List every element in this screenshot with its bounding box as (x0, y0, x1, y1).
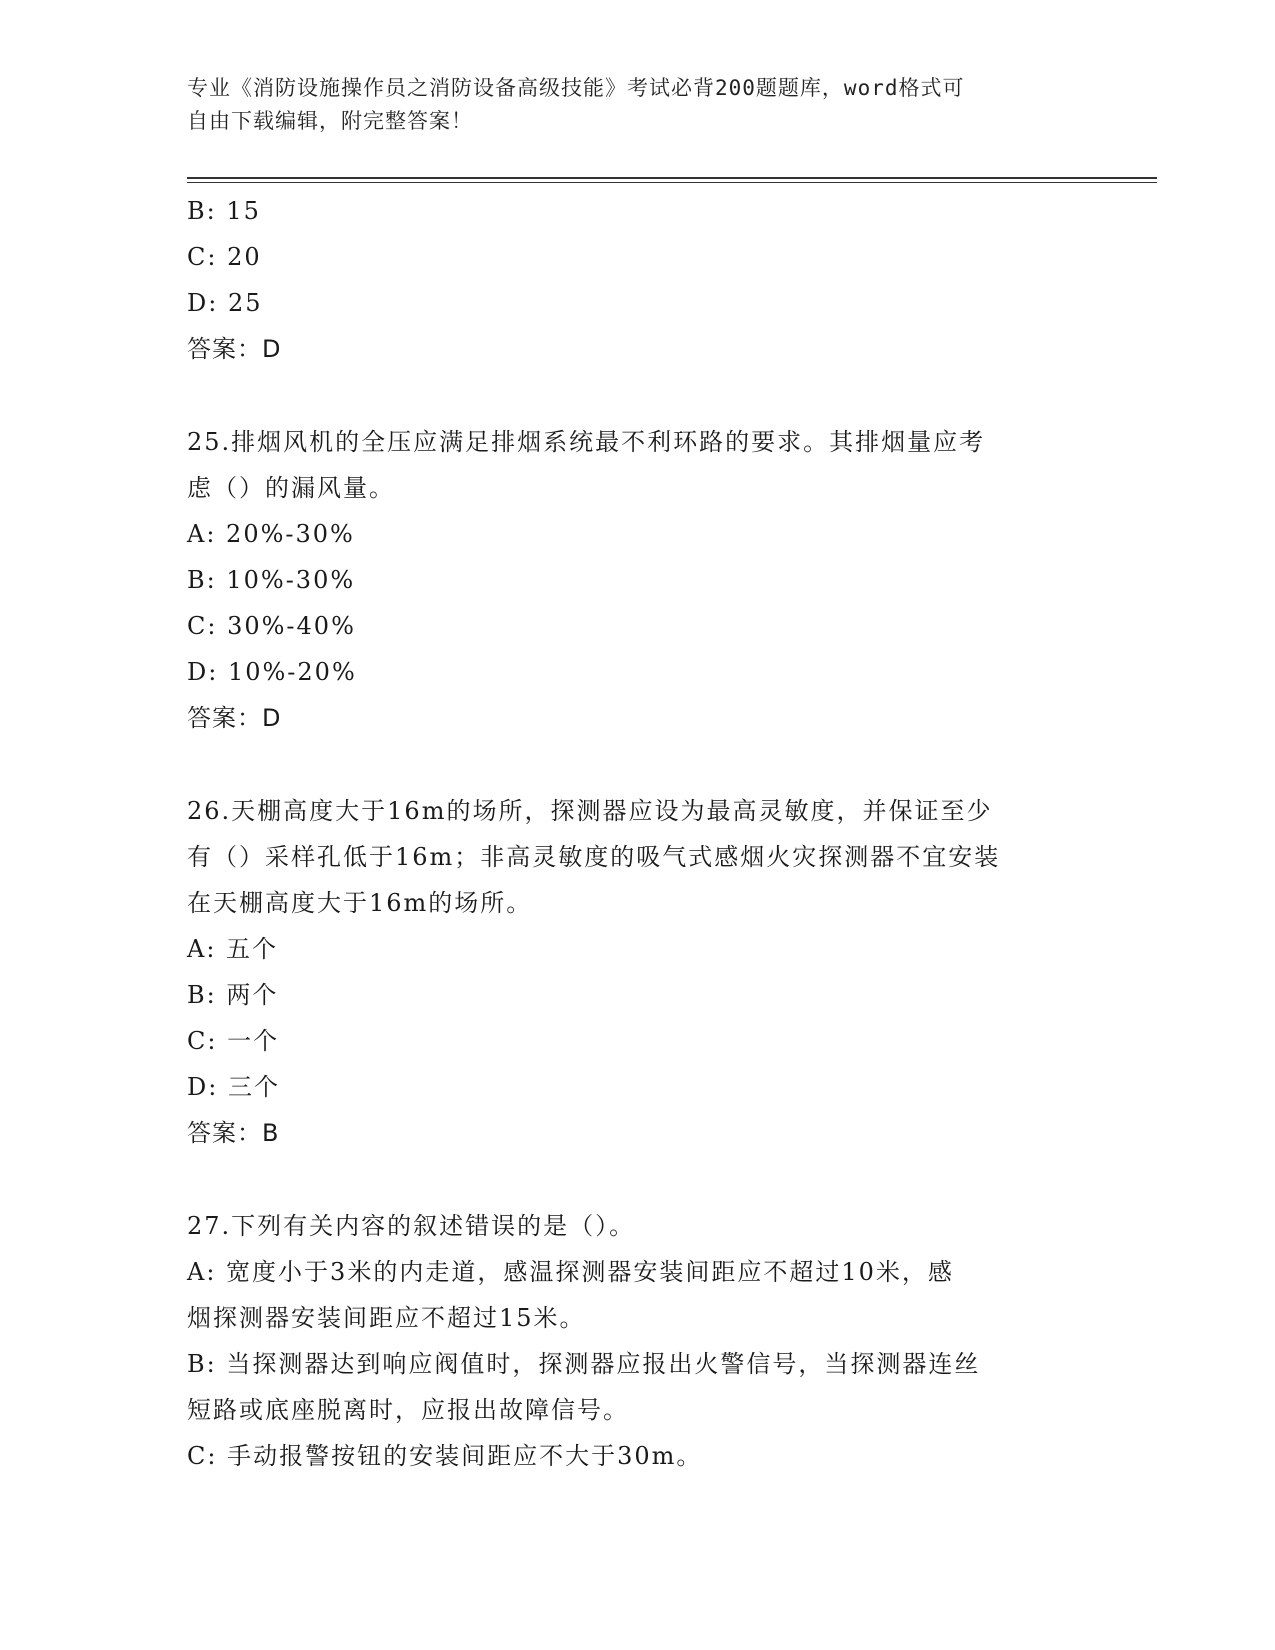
answer: 答案：D (187, 704, 282, 732)
option-a-cont: 烟探测器安装间距应不超过15米。 (187, 1304, 586, 1332)
document-header (187, 72, 1067, 138)
question-27 (187, 1203, 1087, 1479)
header-divider-thin (187, 182, 1157, 183)
option-b: B: 10%-30% (187, 566, 356, 594)
question-stem: 27.下列有关内容的叙述错误的是（）。 (187, 1212, 636, 1240)
question-stem: 虑（）的漏风量。 (187, 474, 395, 502)
option-a: A: 20%-30% (187, 520, 355, 548)
option-d: D: 三个 (187, 1073, 280, 1101)
header-line-1: 专业《消防设施操作员之消防设备高级技能》考试必背200题题库，word格式可 (187, 76, 965, 100)
answer: 答案：B (187, 1119, 280, 1147)
option-c: C: 20 (187, 243, 262, 271)
question-stem: 有（）采样孔低于16m；非高灵敏度的吸气式感烟火灾探测器不宜安装 (187, 843, 1001, 871)
question-stem: 26.天棚高度大于16m的场所，探测器应设为最高灵敏度，并保证至少 (187, 797, 993, 825)
answer: 答案：D (187, 335, 282, 363)
option-d: D: 25 (187, 289, 263, 317)
option-b: B: 15 (187, 197, 261, 225)
question-stem: 25.排烟风机的全压应满足排烟系统最不利环路的要求。其排烟量应考 (187, 428, 986, 456)
option-a: A: 五个 (187, 935, 279, 963)
option-b: B: 当探测器达到响应阀值时，探测器应报出火警信号，当探测器连丝 (187, 1350, 981, 1378)
question-24 (187, 188, 1087, 372)
option-d: D: 10%-20% (187, 658, 357, 686)
option-c: C: 一个 (187, 1027, 280, 1055)
header-divider (187, 177, 1157, 179)
option-a: A: 宽度小于3米的内走道，感温探测器安装间距应不超过10米，感 (187, 1258, 954, 1286)
option-b: B: 两个 (187, 981, 279, 1009)
question-stem: 在天棚高度大于16m的场所。 (187, 889, 533, 917)
question-26 (187, 788, 1087, 1156)
question-25 (187, 419, 1087, 741)
header-line-2: 自由下载编辑，附完整答案！ (187, 109, 473, 133)
option-c: C: 手动报警按钮的安装间距应不大于30m。 (187, 1442, 703, 1470)
option-c: C: 30%-40% (187, 612, 356, 640)
option-b-cont: 短路或底座脱离时，应报出故障信号。 (187, 1396, 629, 1424)
question-list (187, 188, 1087, 1479)
